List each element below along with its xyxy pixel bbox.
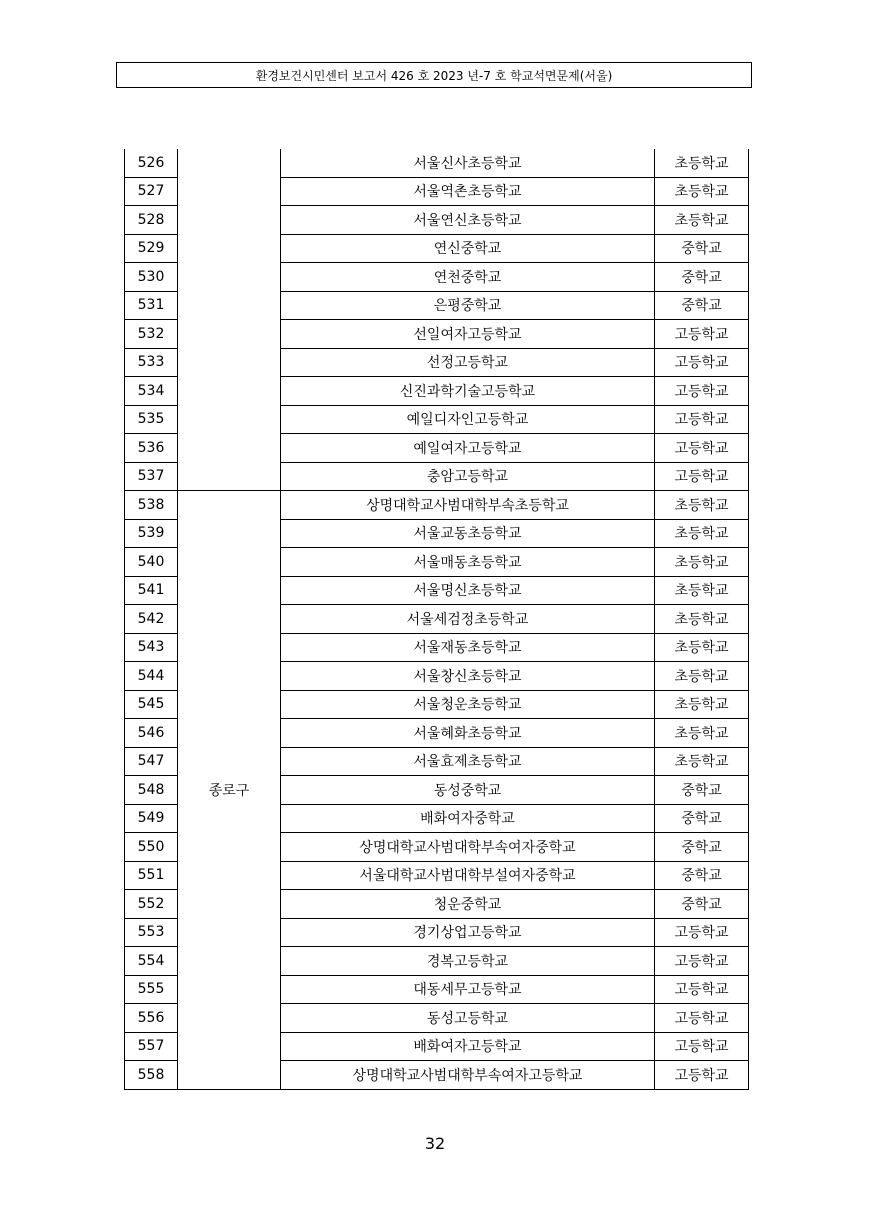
row-number-cell: 527 — [125, 177, 178, 206]
school-type-cell: 고등학교 — [655, 975, 749, 1004]
school-type-cell: 고등학교 — [655, 462, 749, 491]
school-type-cell: 초등학교 — [655, 719, 749, 748]
school-type-cell: 중학교 — [655, 861, 749, 890]
school-name-cell: 예일여자고등학교 — [281, 434, 655, 463]
row-number-cell: 529 — [125, 234, 178, 263]
school-type-cell: 초등학교 — [655, 206, 749, 235]
school-name-cell: 동성고등학교 — [281, 1004, 655, 1033]
row-number-cell: 537 — [125, 462, 178, 491]
row-number-cell: 526 — [125, 149, 178, 177]
school-type-cell: 초등학교 — [655, 519, 749, 548]
school-type-cell: 중학교 — [655, 833, 749, 862]
school-name-cell: 서울대학교사범대학부설여자중학교 — [281, 861, 655, 890]
school-name-cell: 충암고등학교 — [281, 462, 655, 491]
row-number-cell: 545 — [125, 690, 178, 719]
row-number-cell: 555 — [125, 975, 178, 1004]
school-type-cell: 초등학교 — [655, 747, 749, 776]
school-name-cell: 서울재동초등학교 — [281, 633, 655, 662]
row-number-cell: 539 — [125, 519, 178, 548]
page-number: 32 — [424, 1134, 446, 1153]
school-type-cell: 중학교 — [655, 291, 749, 320]
school-type-cell: 고등학교 — [655, 1032, 749, 1061]
row-number-cell: 532 — [125, 320, 178, 349]
school-type-cell: 고등학교 — [655, 1061, 749, 1090]
school-type-cell: 중학교 — [655, 804, 749, 833]
school-type-cell: 초등학교 — [655, 690, 749, 719]
row-number-cell: 558 — [125, 1061, 178, 1090]
school-name-cell: 배화여자고등학교 — [281, 1032, 655, 1061]
school-type-cell: 초등학교 — [655, 548, 749, 577]
row-number-cell: 540 — [125, 548, 178, 577]
school-name-cell: 서울교동초등학교 — [281, 519, 655, 548]
school-type-cell: 초등학교 — [655, 177, 749, 206]
school-name-cell: 연신중학교 — [281, 234, 655, 263]
school-type-cell: 초등학교 — [655, 605, 749, 634]
row-number-cell: 531 — [125, 291, 178, 320]
school-type-cell: 초등학교 — [655, 576, 749, 605]
row-number-cell: 528 — [125, 206, 178, 235]
table-row — [125, 491, 749, 520]
row-number-cell: 538 — [125, 491, 178, 520]
school-table — [124, 149, 749, 1090]
school-type-cell: 중학교 — [655, 776, 749, 805]
school-name-cell: 서울청운초등학교 — [281, 690, 655, 719]
school-name-cell: 서울역촌초등학교 — [281, 177, 655, 206]
school-type-cell: 중학교 — [655, 234, 749, 263]
school-name-cell: 선정고등학교 — [281, 348, 655, 377]
school-name-cell: 서울매동초등학교 — [281, 548, 655, 577]
row-number-cell: 530 — [125, 263, 178, 292]
school-type-cell: 초등학교 — [655, 633, 749, 662]
district-cell — [178, 149, 281, 491]
row-number-cell: 549 — [125, 804, 178, 833]
row-number-cell: 548 — [125, 776, 178, 805]
school-type-cell: 고등학교 — [655, 320, 749, 349]
school-type-cell: 고등학교 — [655, 918, 749, 947]
school-name-cell: 동성중학교 — [281, 776, 655, 805]
school-name-cell: 예일디자인고등학교 — [281, 405, 655, 434]
school-name-cell: 상명대학교사범대학부속초등학교 — [281, 491, 655, 520]
school-type-cell: 고등학교 — [655, 348, 749, 377]
school-name-cell: 배화여자중학교 — [281, 804, 655, 833]
school-name-cell: 상명대학교사범대학부속여자중학교 — [281, 833, 655, 862]
school-type-cell: 중학교 — [655, 890, 749, 919]
school-type-cell: 고등학교 — [655, 1004, 749, 1033]
row-number-cell: 542 — [125, 605, 178, 634]
school-name-cell: 은평중학교 — [281, 291, 655, 320]
school-table-body — [125, 149, 749, 1089]
school-type-cell: 초등학교 — [655, 149, 749, 177]
report-header — [116, 62, 752, 88]
row-number-cell: 541 — [125, 576, 178, 605]
school-type-cell: 초등학교 — [655, 662, 749, 691]
row-number-cell: 536 — [125, 434, 178, 463]
school-name-cell: 서울명신초등학교 — [281, 576, 655, 605]
school-type-cell: 고등학교 — [655, 377, 749, 406]
school-name-cell: 선일여자고등학교 — [281, 320, 655, 349]
row-number-cell: 556 — [125, 1004, 178, 1033]
row-number-cell: 543 — [125, 633, 178, 662]
row-number-cell: 551 — [125, 861, 178, 890]
school-name-cell: 연천중학교 — [281, 263, 655, 292]
row-number-cell: 534 — [125, 377, 178, 406]
school-name-cell: 서울창신초등학교 — [281, 662, 655, 691]
school-type-cell: 중학교 — [655, 263, 749, 292]
school-name-cell: 서울혜화초등학교 — [281, 719, 655, 748]
school-type-cell: 초등학교 — [655, 491, 749, 520]
school-name-cell: 신진과학기술고등학교 — [281, 377, 655, 406]
row-number-cell: 552 — [125, 890, 178, 919]
row-number-cell: 546 — [125, 719, 178, 748]
row-number-cell: 535 — [125, 405, 178, 434]
row-number-cell: 533 — [125, 348, 178, 377]
school-name-cell: 서울효제초등학교 — [281, 747, 655, 776]
school-name-cell: 대동세무고등학교 — [281, 975, 655, 1004]
school-name-cell: 상명대학교사범대학부속여자고등학교 — [281, 1061, 655, 1090]
row-number-cell: 553 — [125, 918, 178, 947]
school-name-cell: 서울세검정초등학교 — [281, 605, 655, 634]
school-type-cell: 고등학교 — [655, 947, 749, 976]
row-number-cell: 550 — [125, 833, 178, 862]
table-row — [125, 149, 749, 177]
school-type-cell: 고등학교 — [655, 434, 749, 463]
report-header-title: 환경보건시민센터 보고서 426 호 2023 년-7 호 학교석면문제(서울) — [255, 68, 613, 83]
school-type-cell: 고등학교 — [655, 405, 749, 434]
school-name-cell: 경기상업고등학교 — [281, 918, 655, 947]
school-name-cell: 경복고등학교 — [281, 947, 655, 976]
row-number-cell: 544 — [125, 662, 178, 691]
row-number-cell: 557 — [125, 1032, 178, 1061]
school-name-cell: 서울연신초등학교 — [281, 206, 655, 235]
district-cell: 종로구 — [178, 491, 281, 1090]
row-number-cell: 554 — [125, 947, 178, 976]
school-name-cell: 서울신사초등학교 — [281, 149, 655, 177]
row-number-cell: 547 — [125, 747, 178, 776]
school-name-cell: 청운중학교 — [281, 890, 655, 919]
